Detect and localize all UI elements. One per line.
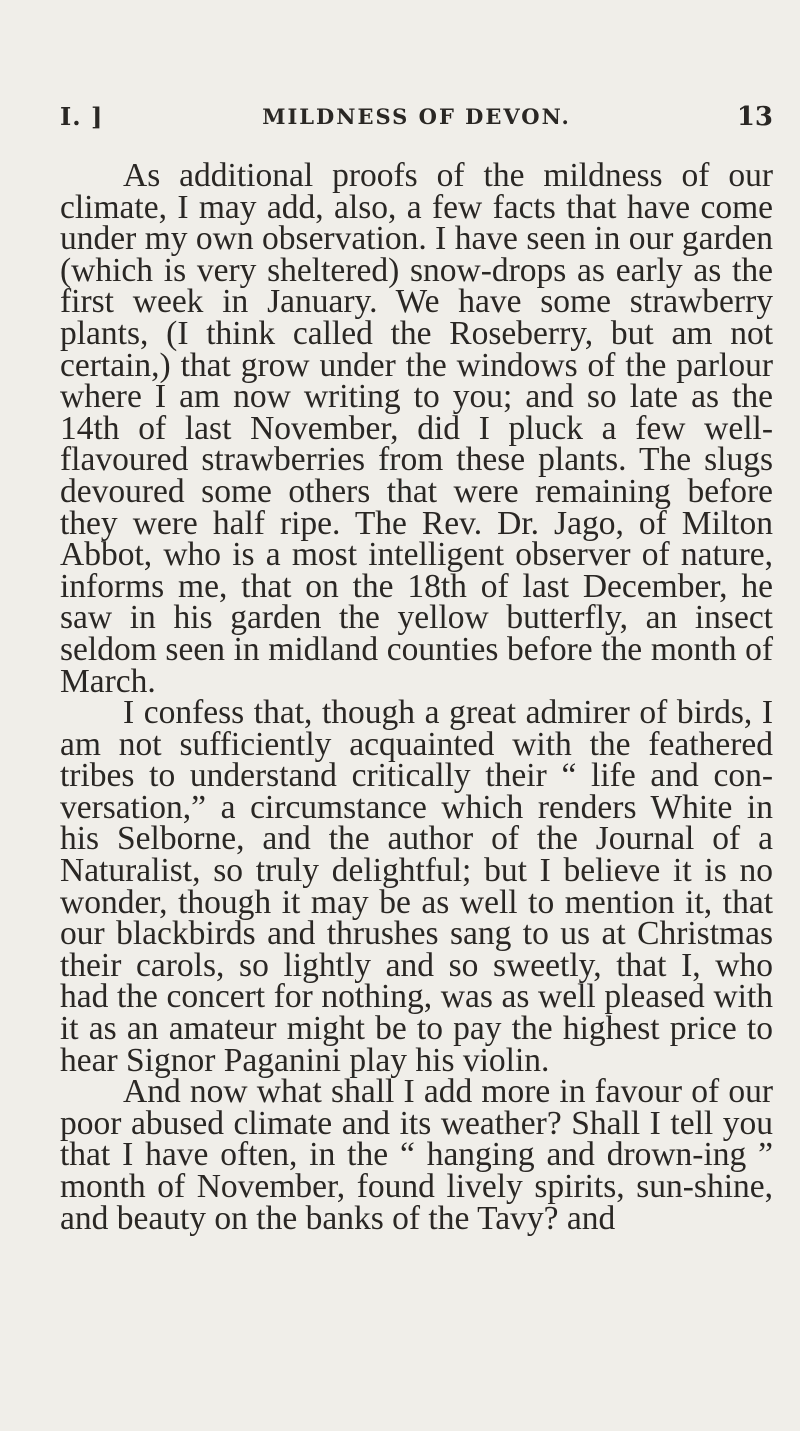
page-number: 13 [736, 102, 773, 132]
running-head [60, 102, 773, 142]
chapter-marker: I. ] [60, 102, 104, 131]
page-title: MILDNESS OF DEVON. [262, 104, 571, 129]
paragraph: I confess that, though a great admirer of birds, I am not sufficiently acquainted with the feathered tribes to understand critically their “ life and con-versation,” a circumstance which renders White in his Selborne, and the author of the Journal of a Naturalist, so truly delightful; but I believe it is no wonder, though it may be as well to mention it, that our blackbirds and thrushes sang to us at Christmas their carols, so lightly and so sweetly, that I, who had the concert for nothing, was as well pleased with it as an amateur might be to pay the highest price to hear Signor Paganini play his violin. [60, 694, 773, 1079]
paragraph: And now what shall I add more in favour of our poor abused climate and its weather? Shall I tell you that I have often, in the “ hanging and drown-ing ” month of November, found lively spirits, sun-shine, and beauty on the banks of the Tavy? and [60, 1073, 773, 1237]
paragraph: As additional proofs of the mildness of our climate, I may add, also, a few facts that have come under my own observation. I have seen in our garden (which is very sheltered) snow-drops as early as the first week in January. We have some strawberry plants, (I think called the Roseberry, but am not certain,) that grow under the windows of the parlour where I am now writing to you; and so late as the 14th of last November, did I pluck a few well-flavoured strawberries from these plants. The slugs devoured some others that were remaining before they were half ripe. The Rev. Dr. Jago, of Milton Abbot, who is a most intelligent observer of nature, informs me, that on the 18th of last December, he saw in his garden the yellow butterfly, an insect seldom seen in midland counties before the month of March. [60, 157, 773, 700]
body-text [60, 157, 773, 1237]
